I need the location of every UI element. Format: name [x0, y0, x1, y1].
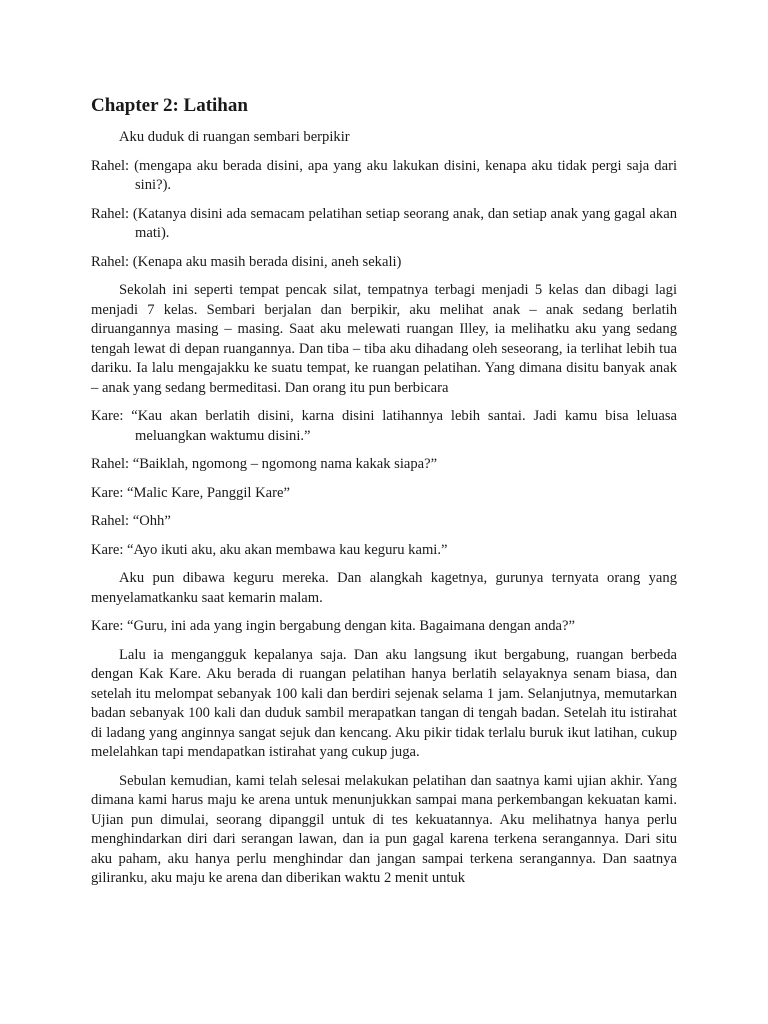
dialogue-line: Kare: “Ayo ikuti aku, aku akan membawa kau keguru kami.” — [91, 541, 448, 558]
dialogue-line: Rahel: (Katanya disini ada semacam pelatihan setiap seorang anak, dan setiap anak yang gagal akan mati). — [91, 205, 677, 241]
story-paragraph: Lalu ia mengangguk kepalanya saja. Dan aku langsung ikut bergabung, ruangan berbeda dengan Kak Kare. Aku berada di ruangan pelatihan hanya berlatih selayaknya senam biasa, dan setelah itu melompat sebanyak 100 kali dan berdiri sejenak selama 1 jam. Selanjutnya, memutarkan badan sebanyak 100 kali dan duduk sambil merapatkan tangan di tengah badan. Setelah itu istirahat di ladang yang anginnya sangat sejuk dan kencang. Aku pikir tidak terlalu buruk ikut latihan, cukup melelahkan tapi mendapatkan istirahat yang cukup juga. — [91, 646, 677, 760]
dialogue-line: Rahel: (mengapa aku berada disini, apa yang aku lakukan disini, kenapa aku tidak pergi saja dari sini?). — [91, 157, 677, 193]
dialogue-line: Rahel: “Ohh” — [91, 513, 171, 529]
story-paragraph: Sekolah ini seperti tempat pencak silat, tempatnya terbagi menjadi 5 kelas dan dibagi lagi menjadi 7 kelas. Sembari berjalan dan berpikir, aku melihat anak – anak sedang berlatih diruangannya masing – masing. Saat aku melewati ruangan Illey, ia melihatku aku yang sedang tengah lewat di depan ruangannya. Dan tiba – tiba aku dihadang oleh seseorang, ia terlihat lebih tua dariku. Ia lalu mengajakku ke suatu tempat, ke ruangan pelatihan. Yang dimana disitu banyak anak – anak yang sedang bermeditasi. Dan orang itu pun berbicara — [91, 282, 677, 396]
document-page — [91, 94, 677, 898]
intro-line: Aku duduk di ruangan sembari berpikir — [119, 129, 350, 145]
dialogue-line: Kare: “Guru, ini ada yang ingin bergabung dengan kita. Bagaimana dengan anda?” — [91, 618, 575, 634]
story-paragraph: Sebulan kemudian, kami telah selesai melakukan pelatihan dan saatnya kami ujian akhir. Yang dimana kami harus maju ke arena untuk menunjukkan sampai mana perkembangan kekuatan kami. Ujian pun dimulai, seorang dipanggil untuk di tes kekuatannya. Aku melihatnya hanya perlu menghindarkan diri dari serangan lawan, dan ia pun gagal karena terkena serangannya. Dari situ aku paham, aku hanya perlu menghindar dan jangan sampai terkena serangannya. Dan saatnya giliranku, aku maju ke arena dan diberikan waktu 2 menit untuk — [91, 772, 677, 886]
dialogue-line: Rahel: (Kenapa aku masih berada disini, aneh sekali) — [91, 253, 402, 270]
dialogue-line: Kare: “Malic Kare, Panggil Kare” — [91, 484, 290, 501]
dialogue-line: Rahel: “Baiklah, ngomong – ngomong nama kakak siapa?” — [91, 456, 438, 472]
story-paragraph: Aku pun dibawa keguru mereka. Dan alangkah kagetnya, gurunya ternyata orang yang menyelamatkanku saat kemarin malam. — [91, 570, 677, 606]
story-body — [91, 157, 677, 889]
dialogue-line: Kare: “Kau akan berlatih disini, karna disini latihannya lebih santai. Jadi kamu bisa leluasa meluangkan waktumu disini.” — [91, 408, 677, 444]
chapter-title: Chapter 2: Latihan — [91, 95, 248, 116]
